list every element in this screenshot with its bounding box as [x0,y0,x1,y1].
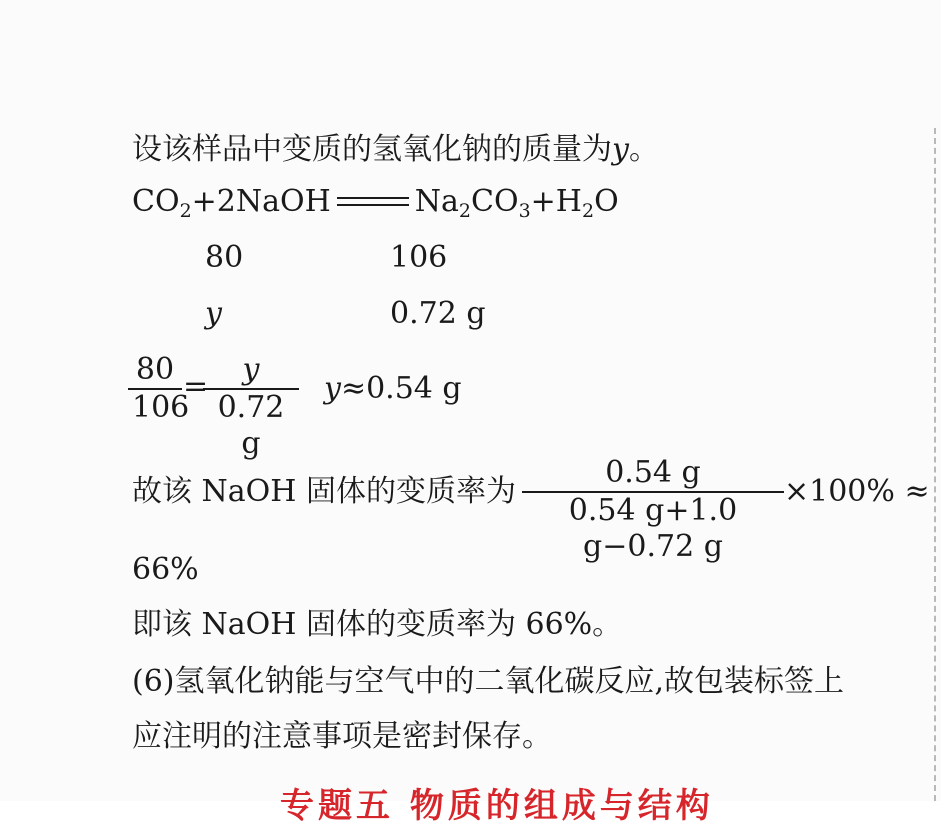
part6-line-2: 应注明的注意事项是密封保存。 [132,719,552,754]
eq-co3: CO [471,184,519,219]
ratio-right: 106 [390,240,448,275]
part6-line-1: (6)氢氧化钠能与空气中的二氧化碳反应,故包装标签上 [132,664,845,699]
fraction-2-denominator: 0.72 g [217,390,285,461]
eq-o: O [594,184,619,219]
fraction-1-denominator: 106 [132,390,190,425]
proportion-equals: = [183,369,209,404]
fraction-1-numerator: 80 [135,352,175,387]
fraction-2-numerator: y [242,352,260,387]
rate-denominator: 0.54 g+1.0 g−0.72 g [568,493,738,564]
proportion-result [324,369,462,409]
eq-co: CO [132,184,180,219]
eq-na-sub: 2 [458,200,472,222]
chemical-equation [132,182,619,222]
mass-left: y [205,296,222,331]
intro-text: 设该样品中变质的氢氧化钠的质量为 [132,132,612,167]
result-variable: y [324,371,341,406]
rate-prefix: 故该 NaOH 固体的变质率为 [132,474,516,509]
eq-h: +H [530,184,582,219]
eq-h-sub: 2 [581,200,595,222]
rate-value: 66% [132,552,199,587]
proportion-fraction-2 [203,352,299,462]
proportion-fraction-1 [128,352,190,426]
equation-equals-sign [337,197,409,206]
rate-fraction [522,455,784,565]
intro-variable: y [612,132,629,167]
rate-numerator: 0.54 g [605,455,701,490]
conclusion-line: 即该 NaOH 固体的变质率为 66%。 [132,607,623,642]
mass-right: 0.72 g [390,296,486,331]
eq-naoh: +2NaOH [191,184,331,219]
intro-end: 。 [628,132,659,167]
intro-line [132,130,659,170]
eq-na: Na [414,184,459,219]
next-section-title: 专题五 物质的组成与结构 [280,786,714,826]
ratio-left: 80 [205,240,244,275]
page-margin-rule [934,128,936,801]
eq-co-sub: 2 [179,200,192,222]
result-value: ≈0.54 g [340,371,462,406]
eq-co3-sub: 3 [518,200,531,222]
rate-suffix: ×100% ≈ [784,474,930,509]
